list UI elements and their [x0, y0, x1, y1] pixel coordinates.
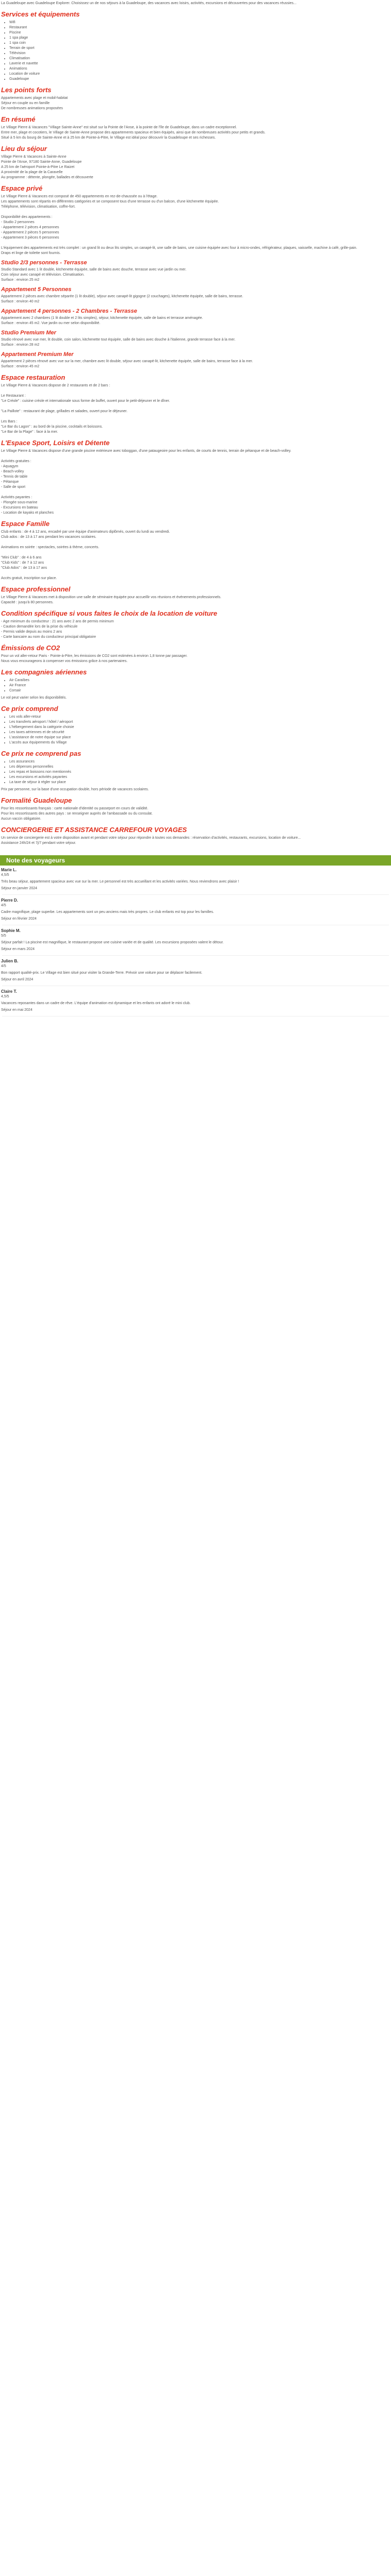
service-item: • Wifi — [9, 20, 391, 25]
prix-exclus-item: • Les repas et boissons non mentionnés — [9, 770, 391, 775]
reviews-band-label: Note des voyageurs — [6, 857, 66, 864]
prix-exclus-item: • Les assurances — [9, 759, 391, 765]
compagnies-after: Le vol peut varier selon les disponibilités. — [1, 696, 67, 700]
service-item: • Restaurant — [9, 25, 391, 30]
compagnies-list — [0, 678, 391, 693]
review-text: Cadre magnifique, plage superbe. Les appartements sont un peu anciens mais très propres. Le club enfants est top pour les familles. — [1, 910, 214, 914]
pro-text: Le Village Pierre & Vacances met à disposition une salle de séminaire équipée pour accueillir vos réunions et événements professionnels. Capacité : jusqu'à 80 personnes. — [1, 596, 221, 604]
review-text: Bon rapport qualité-prix. Le Village est bien situé pour visiter la Grande-Terre. Prévoir une voiture pour se déplacer facilement. — [1, 971, 203, 975]
studio-text: Studio Standard avec 1 lit double, kitchenette équipée, salle de bains avec douche, terrasse avec vue jardin ou mer. Coin séjour avec canapé et télévision. Climatisation. Surface : environ 25 m2 — [1, 268, 187, 282]
compagnie-item: • Corsair — [9, 688, 391, 693]
studio-title: Studio 2/3 personnes - Terrasse — [1, 260, 87, 266]
review-score: 4/5 — [1, 964, 6, 968]
app5-title: Appartement 5 Personnes — [1, 286, 72, 293]
espace-text: Le Village Pierre & Vacances est composé de 450 appartements en rez-de-chaussée ou à l'étage. Les appartements sont répartis en différentes catégories et se composent tous d'une terrasse ou d'un balcon, d'une kitchenette équipée. Téléphone, télévision, climatisation, coffre-fort. Disponibilité des appartements : - Studio 2 personnes - Appartement 2 pièces 4 personnes - Appartement 2 pièces 5 personnes - Appartement 3 pièces 6 personnes L'équipement des appartements est très complet : un grand lit ou deux lits simples, un canapé-lit, une salle de bains, une cuisine équipée avec four à micro-ondes, réfrigérateur, plaques, vaisselle, machine à café, grille-pain. Draps et linge de toilette sont fournis. — [1, 195, 357, 255]
prix-exclus-item: • Les dépenses personnelles — [9, 765, 391, 770]
conciergerie-title: CONCIERGERIE ET ASSISTANCE CARREFOUR VOYAGES — [1, 826, 187, 834]
compagnie-item: • Air France — [9, 683, 391, 688]
studio-prem-title: Studio Premium Mer — [1, 330, 56, 336]
review-item — [1, 959, 390, 986]
service-item: • Laverie et navette — [9, 61, 391, 66]
review-item — [1, 898, 390, 925]
reviews-band — [0, 855, 391, 866]
prix-inclus-item: • Les transferts aéroport / hôtel / aéroport — [9, 720, 391, 725]
content — [0, 0, 391, 1016]
review-text: Séjour parfait ! La piscine est magnifique, le restaurant propose une cuisine variée et de qualité. Les excursions proposées valent le détour. — [1, 941, 224, 944]
review-text: Très beau séjour, appartement spacieux avec vue sur la mer. Le personnel est très accueillant et les activités variées. Nous reviendrons avec plaisir ! — [1, 880, 239, 884]
studio-prem-text: Studio rénové avec vue mer, lit double, coin salon, kitchenette tout équipée, salle de bains avec douche à l'italienne, grande terrasse face à la mer. Surface : environ 28 m2 — [1, 338, 236, 347]
prix-inclus-title: Ce prix comprend — [1, 705, 58, 713]
prix-inclus-item: • L'assistance de notre équipe sur place — [9, 735, 391, 740]
review-date: Séjour en mai 2024 — [1, 1008, 32, 1012]
famille-title: Espace Famille — [1, 520, 50, 528]
review-divider — [2, 955, 389, 956]
intro-text: La Guadeloupe avec Guadeloupe Explorer. Choisissez un de nos séjours à la Guadeloupe, des vacances avec loisirs, activités, excursions et découvertes pour des vacances réussies... — [1, 2, 297, 5]
conciergerie-text: Un service de conciergerie est à votre disposition avant et pendant votre séjour pour répondre à toutes vos demandes : réservation d'activités, restaurants, excursions, location de voiture... Assistance 24h/24 et 7j/7 pendant votre séjour. — [1, 836, 301, 845]
review-author: Pierre D. — [1, 898, 18, 903]
resume-title: En résumé — [1, 115, 36, 123]
review-score: 4/5 — [1, 904, 6, 907]
review-score: 4,5/5 — [1, 873, 9, 877]
prix-exclus-title: Ce prix ne comprend pas — [1, 750, 82, 757]
emissions-title: Émissions de CO2 — [1, 644, 60, 652]
conditions-text: - Age minimum du conducteur : 21 ans avec 2 ans de permis minimum - Caution demandée lors de la prise du véhicule - Permis valide depuis au moins 2 ans - Carte bancaire au nom du conducteur principal obligatoire — [1, 620, 114, 639]
prix-inclus-item: • Les taxes aériennes et de sécurité — [9, 730, 391, 735]
review-author: Sophie M. — [1, 928, 21, 933]
compagnies-title: Les compagnies aériennes — [1, 668, 87, 676]
spots-title: Les points forts — [1, 86, 52, 94]
review-item — [1, 868, 390, 895]
famille-text: Club enfants : de 4 à 12 ans, encadré par une équipe d'animateurs diplômés, ouvert du lundi au vendredi. Club ados : de 13 à 17 ans pendant les vacances scolaires. Animations en soirée : spectacles, soirées à thème, concerts. "Mini Club" : de 4 à 6 ans "Club Kids" : de 7 à 12 ans "Club Ados" : de 13 à 17 ans Accès gratuit, inscription sur place. — [1, 530, 170, 580]
review-date: Séjour en mars 2024 — [1, 947, 35, 951]
review-date: Séjour en février 2024 — [1, 917, 37, 921]
prix-inclus-item: • L'accès aux équipements du Village — [9, 740, 391, 745]
lieu-text: Village Pierre & Vacances à Sainte-Anne Pointe de l'Anse, 97180 Sainte-Anne, Guadeloupe A 25 km de l'aéroport Pointe-à-Pitre Le Raizet A proximité de la plage de la Caravelle Au programme : détente, plongée, ballades et découverte — [1, 155, 93, 179]
prix-inclus-item: • L'hébergement dans la catégorie choisie — [9, 725, 391, 730]
prix-inclus-list — [0, 715, 391, 745]
pro-title: Espace professionnel — [1, 585, 71, 593]
review-divider — [2, 894, 389, 895]
resto-title: Espace restauration — [1, 374, 66, 381]
review-author: Julien B. — [1, 959, 19, 963]
review-item — [1, 928, 390, 956]
reviews-list — [0, 868, 391, 1016]
app-prem-text: Appartement 2 pièces rénové avec vue sur la mer, chambre avec lit double, séjour avec canapé-lit, kitchenette équipée, salle de bains, terrasse face à la mer. Surface : environ 45 m2 — [1, 360, 253, 368]
review-author: Marie L. — [1, 868, 17, 872]
service-item: • Animations — [9, 66, 391, 72]
review-author: Claire T. — [1, 989, 17, 994]
conditions-title: Condition spécifique si vous faites le choix de la location de voiture — [1, 609, 217, 617]
resume-text: Le Village Pierre & Vacances "Village Sainte-Anne" est situé sur la Pointe de l'Anse, à la pointe de l'île de Guadeloupe, dans un cadre exceptionnel. Entre mer, plage et cocotiers, le Village de Sainte-Anne propose des appartements spacieux et bien équipés, ainsi que de nombreuses activités pour petits et grands. Situé à 5 km du bourg de Sainte-Anne et à 25 km de Pointe-à-Pitre, le Village est idéal pour découvrir la Guadeloupe et ses richesses. — [1, 126, 266, 140]
service-item: • Piscine — [9, 30, 391, 36]
services-title: Services et équipements — [1, 10, 80, 18]
prix-exclus-item: • La taxe de séjour à régler sur place — [9, 780, 391, 785]
app5-text: Appartement 2 pièces avec chambre séparée (1 lit double), séjour avec canapé-lit gigogne (2 couchages), kitchenette équipée, salle de bains, terrasse. Surface : environ 40 m2 — [1, 295, 243, 303]
spots-text: Appartements avec plage et mobil-habitat Séjour en couple ou en famille De nombreuses animations proposées — [1, 96, 68, 110]
resto-text: Le Village Pierre & Vacances dispose de 2 restaurants et de 2 bars : Le Restaurant : "Le Créole" : cuisine créole et internationale sous forme de buffet, ouvert pour le petit-déjeuner et le dîner. "La Paillote" : restaurant de plage, grillades et salades, ouvert pour le déjeuner. Les Bars : "Le Bar du Lagon" : au bord de la piscine, cocktails et boissons. "Le Bar de la Plage" : face à la mer. — [1, 384, 170, 434]
lieu-title: Lieu du séjour — [1, 145, 47, 152]
app4-title: Appartement 4 personnes - 2 Chambres - Terrasse — [1, 308, 137, 314]
sport-title: L'Espace Sport, Loisirs et Détente — [1, 439, 110, 447]
review-text: Vacances reposantes dans un cadre de rêve. L'équipe d'animation est dynamique et les enfants ont adoré le mini club. — [1, 1002, 191, 1005]
emissions-text: Pour un vol aller-retour Paris - Pointe-à-Pitre, les émissions de CO2 sont estimées à environ 1,8 tonne par passager. Nous vous encourageons à compenser vos émissions grâce à nos partenaires. — [1, 654, 188, 663]
prix-exclus-list — [0, 759, 391, 785]
service-item: • 1 spa coin — [9, 41, 391, 46]
sport-text: Le Village Pierre & Vacances dispose d'une grande piscine extérieure avec toboggan, d'une pataugeoire pour les enfants, de courts de tennis, terrain de pétanque et de beach-volley. Activités gratuites : - Aquagym - Beach-volley - Tennis de table - Pétanque - Salle de sport Activités payantes : - Plongée sous-marine - Excursions en bateau - Location de kayaks et planches — [1, 449, 291, 515]
formalites-text: Pour les ressortissants français : carte nationale d'identité ou passeport en cours de validité. Pour les ressortissants des autres pays : se renseigner auprès de l'ambassade ou du consulat. Aucun vaccin obligatoire. — [1, 807, 153, 821]
app-prem-title: Appartement Premium Mer — [1, 351, 74, 358]
review-score: 4,5/5 — [1, 995, 9, 998]
prix-exclus-after: Prix par personne, sur la base d'une occupation double, hors période de vacances scolaires. — [1, 788, 149, 791]
service-item: • Terrain de sport — [9, 46, 391, 51]
prix-inclus-item: • Les vols aller-retour — [9, 715, 391, 720]
compagnie-item: • Air Caraïbes — [9, 678, 391, 683]
review-date: Séjour en janvier 2024 — [1, 887, 38, 890]
espace-title: Espace privé — [1, 184, 43, 192]
review-score: 5/5 — [1, 934, 6, 938]
service-item: • 1 spa plage — [9, 36, 391, 41]
service-item: • Guadeloupe — [9, 77, 391, 82]
service-item: • Location de voiture — [9, 72, 391, 77]
services-list — [0, 20, 391, 82]
prix-exclus-item: • Les excursions et activités payantes — [9, 775, 391, 780]
service-item: • Télévision — [9, 51, 391, 56]
formalites-title: Formalité Guadeloupe — [1, 796, 72, 804]
review-date: Séjour en avril 2024 — [1, 978, 34, 981]
app4-text: Appartement avec 2 chambres (1 lit double et 2 lits simples), séjour, kitchenette équipée, salle de bains et terrasse aménagée. Surface : environ 45 m2. Vue jardin ou mer selon disponibilité. — [1, 316, 203, 325]
review-item — [1, 989, 390, 1016]
service-item: • Climatisation — [9, 56, 391, 61]
